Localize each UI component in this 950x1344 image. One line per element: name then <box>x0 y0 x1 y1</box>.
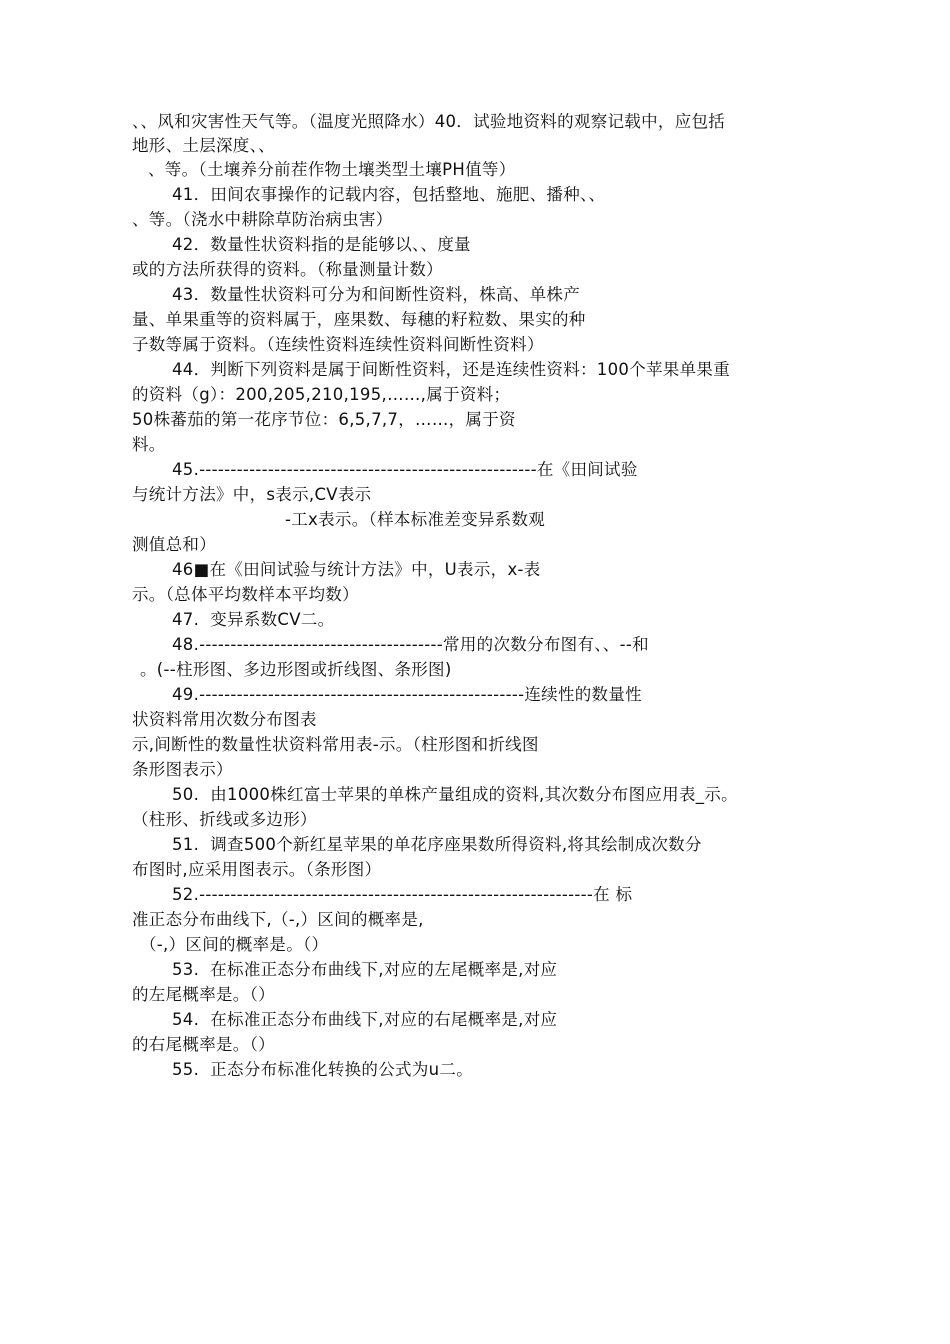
text-line: 、等。（土壤养分前茬作物土壤类型土壤PH值等） <box>148 160 516 179</box>
text-line: 41．田间农事操作的记载内容，包括整地、施肥、播种、、 <box>172 185 606 204</box>
text-line: 量、单果重等的资料属于，座果数、每穗的籽粒数、果实的种 <box>132 310 586 329</box>
text-line: 示。（总体平均数样本平均数） <box>132 585 359 604</box>
text-line: 48.---------------------------------------常用的次数分布图有、、--和 <box>172 635 649 654</box>
text-line: 或的方法所获得的资料。（称量测量计数） <box>132 260 443 279</box>
text-line: 的右尾概率是。（） <box>132 1035 275 1054</box>
text-line: 52.---------------------------------------------------------------在 标 <box>172 885 633 904</box>
text-line: 55. 正态分布标准化转换的公式为u二。 <box>172 1060 473 1079</box>
text-line: 47. 变异系数CV二。 <box>172 610 335 629</box>
text-line: 与统计方法》中，s表示,CV表示 <box>132 485 372 504</box>
text-line: 的资料（g）：200,205,210,195,……,属于资料； <box>132 385 511 404</box>
text-line: 。(--柱形图、多边形图或折线图、条形图) <box>140 660 452 679</box>
text-line: 子数等属于资料。（连续性资料连续性资料间断性资料） <box>132 335 544 354</box>
text-line: -工x表示。（样本标准差变异系数观 <box>285 510 546 529</box>
text-line: 、等。（浇水中耕除草防治病虫害） <box>132 210 393 229</box>
text-line: 准正态分布曲线下,（-,）区间的概率是, <box>132 910 424 929</box>
text-line: 45.------------------------------------------------------在《田间试验 <box>172 460 638 479</box>
text-line: 状资料常用次数分布图表 <box>132 710 317 729</box>
text-line: 布图时,应采用图表示。（条形图） <box>132 860 382 879</box>
text-line: 42．数量性状资料指的是能够以、、度量 <box>172 235 471 254</box>
text-line: 53. 在标准正态分布曲线下,对应的左尾概率是,对应 <box>172 960 558 979</box>
text-line: 测值总和） <box>132 535 216 554</box>
text-line: 49.----------------------------------------------------连续性的数量性 <box>172 685 642 704</box>
text-line: 51. 调查500个新红星苹果的单花序座果数所得资料,将其绘制成次数分 <box>172 835 702 854</box>
text-line: 示,间断性的数量性状资料常用表-示。（柱形图和折线图 <box>132 735 539 754</box>
text-line: 条形图表示） <box>132 760 233 779</box>
text-line: 50株蕃茄的第一花序节位：6,5,7,7，……，属于资 <box>132 410 516 429</box>
text-line: 地形、土层深度、、 <box>132 136 275 155</box>
text-line: （柱形、折线或多边形） <box>132 810 317 829</box>
text-line: 46■在《田间试验与统计方法》中，U表示，x-表 <box>172 560 541 579</box>
text-line: 料。 <box>132 435 166 454</box>
text-line: 、、风和灾害性天气等。（温度光照降水）40．试验地资料的观察记载中，应包括 <box>132 112 726 131</box>
text-line: 44．判断下列资料是属于间断性资料，还是连续性资料：100个苹果单果重 <box>172 360 730 379</box>
text-line: 54. 在标准正态分布曲线下,对应的右尾概率是,对应 <box>172 1010 558 1029</box>
text-line: 43．数量性状资料可分为和间断性资料，株高、单株产 <box>172 285 580 304</box>
text-line: （-,）区间的概率是。（） <box>140 935 329 954</box>
text-line: 的左尾概率是。（） <box>132 985 275 1004</box>
text-line: 50. 由1000株红富士苹果的单株产量组成的资料,其次数分布图应用表_示。 <box>172 785 738 804</box>
